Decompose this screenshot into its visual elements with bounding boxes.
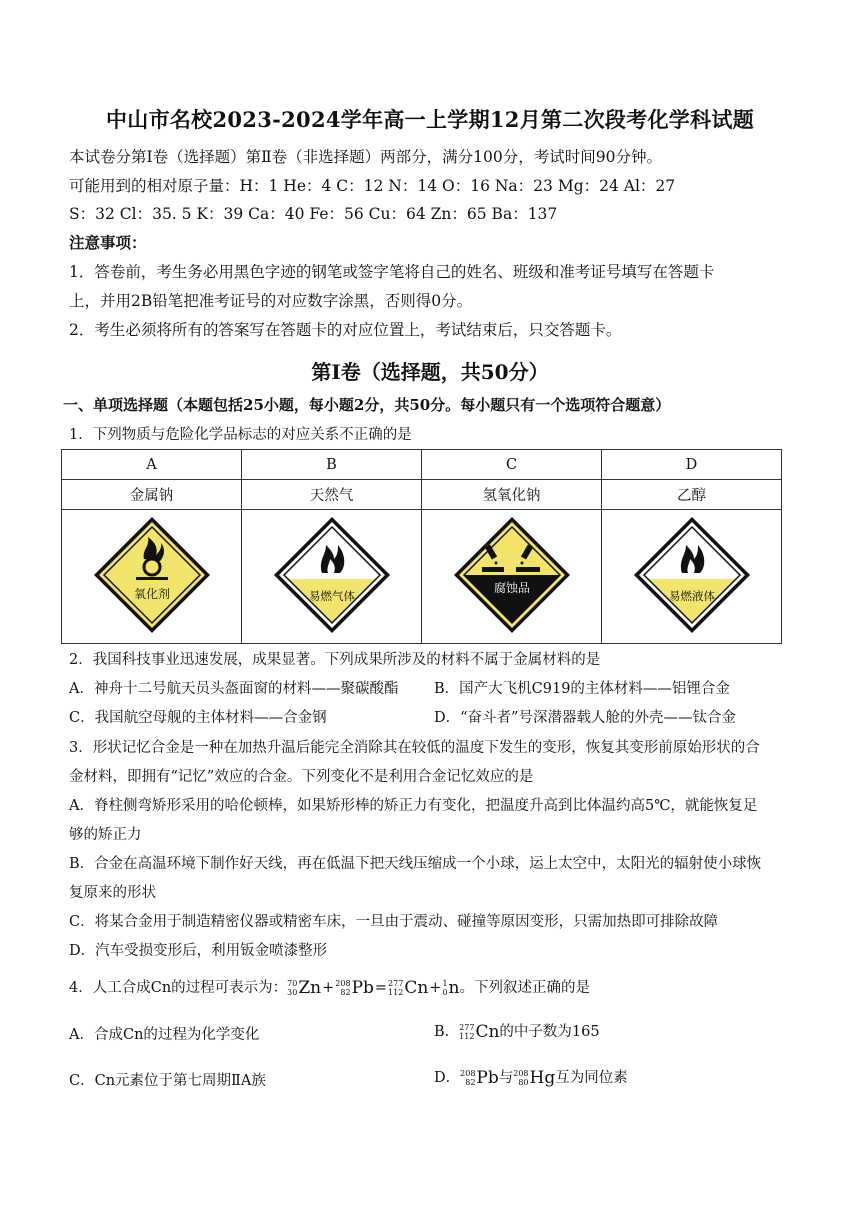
cn-symbol: Cn (404, 978, 429, 998)
pb-z: 82 (340, 988, 351, 997)
q4-option-a: A．合成Cn的过程为化学变化 (69, 1027, 260, 1043)
q1-table (61, 449, 782, 644)
q4-d-hg-symbol: Hg (529, 1068, 556, 1088)
oxidizer-sign-icon (92, 515, 212, 635)
q4-d-nuclide-hg (513, 1068, 555, 1088)
q2-stem: 2．我国科技事业迅速发展，成果显著。下列成果所涉及的材料不属于金属材料的是 (69, 652, 601, 668)
q1-sign-cell-b (242, 510, 422, 644)
q4-option-b (434, 1022, 600, 1042)
q4-b-cn-symbol: Cn (475, 1022, 500, 1042)
part-heading: 一、单项选择题（本题包括25小题，每小题2分，共50分。每小题只有一个选项符合题意） (63, 396, 671, 414)
q4-d-pb-symbol: Pb (476, 1068, 499, 1088)
atomic-masses-line-1: 可能用到的相对原子量：H：1 He：4 C：12 N：14 O：16 Na：23 Mg：24 Al：27 (69, 177, 676, 195)
q4-stem: 4．人工合成Cn的过程可表示为： 70 30 Zn + 208 82 Pb = 277 112 Cn + 1 0 n 。下列叙述正确的是 (69, 978, 590, 998)
q4-b-cn-z: 112 (459, 1032, 475, 1041)
q4-d-hg-z: 80 (518, 1078, 529, 1087)
q4-option-c: C．Cn元素位于第七周期ⅡA族 (69, 1073, 266, 1089)
q3-stem-1: 3．形状记忆合金是一种在加热升温后能完全消除其在较低的温度下发生的变形，恢复其变形前原始形状的合 (69, 740, 760, 756)
zn-symbol: Zn (298, 978, 322, 998)
q1-substance-c: 氢氧化钠 (422, 480, 602, 510)
sign-label-c: 腐蚀品 (493, 580, 530, 595)
q2-option-b: B．国产大飞机C919的主体材料——铝锂合金 (434, 681, 730, 697)
q3-option-a-2: 够的矫正力 (69, 827, 142, 843)
zn-mass: 70 (287, 979, 298, 988)
notice-heading: 注意事项： (69, 233, 147, 252)
q1-substance-b: 天然气 (242, 480, 422, 510)
notice-item-1a: 1．答卷前，考生务必用黑色字迹的钢笔或签字笔将自己的姓名、班级和准考证号填写在答题卡 (69, 263, 715, 281)
q4-d-pb-mass: 208 (460, 1069, 476, 1078)
sign-label-d: 易燃液体 (668, 588, 715, 603)
page-title: 中山市名校2023-2024学年高一上学期12月第二次段考化学科试题 (105, 107, 755, 132)
flammable-liquid-sign-icon (632, 515, 752, 635)
q4-stem-prefix: 4．人工合成Cn的过程可表示为： (69, 980, 288, 996)
q4-option-d (434, 1068, 628, 1088)
q4-b-cn-mass: 277 (459, 1023, 475, 1032)
cn-z: 112 (388, 988, 404, 997)
q3-option-b-1: B．合金在高温环境下制作好天线，再在低温下把天线压缩成一个小球，运上太空中，太阳光的辐射使小球恢 (69, 856, 762, 872)
pb-symbol: Pb (351, 978, 374, 998)
atomic-masses-line-2: S：32 Cl：35. 5 K：39 Ca：40 Fe：56 Cu：64 Zn：65 Ba：137 (69, 205, 558, 223)
q1-letter-a: A (62, 450, 242, 480)
intro-text: 本试卷分第Ⅰ卷（选择题）第Ⅱ卷（非选择题）两部分，满分100分，考试时间90分钟。 (69, 148, 662, 166)
q1-substance-d: 乙醇 (602, 480, 782, 510)
q1-sign-cell-c (422, 510, 602, 644)
q4-option-b-prefix: B． (434, 1024, 460, 1040)
q1-letter-b: B (242, 450, 422, 480)
q1-substance-a: 金属钠 (62, 480, 242, 510)
q3-stem-2: 金材料，即拥有“记忆”效应的合金。下列变化不是利用合金记忆效应的是 (69, 769, 534, 785)
pb-mass: 208 (335, 979, 351, 988)
section-title: 第Ⅰ卷（选择题，共50分） (311, 360, 549, 384)
q3-option-c: C．将某合金用于制造精密仪器或精密车床，一旦由于震动、碰撞等原因变形，只需加热即可排除故障 (69, 914, 719, 930)
q4-option-b-suffix: 的中子数为165 (499, 1024, 600, 1040)
nuclide-pb (335, 978, 374, 998)
sign-label-b: 易燃气体 (308, 588, 355, 603)
q3-option-d: D．汽车受损变形后，利用钣金喷漆整形 (69, 943, 328, 959)
n-z: 0 (442, 988, 448, 997)
flammable-gas-sign-icon (272, 515, 392, 635)
q4-stem-suffix: 。下列叙述正确的是 (459, 980, 590, 996)
q3-option-b-2: 复原来的形状 (69, 885, 156, 901)
n-mass: 1 (442, 979, 448, 988)
nuclide-n (442, 978, 459, 998)
notice-item-2: 2．考生必须将所有的答案写在答题卡的对应位置上，考试结束后，只交答题卡。 (69, 321, 622, 339)
q4-d-nuclide-pb (460, 1068, 499, 1088)
q4-option-d-prefix: D． (434, 1070, 461, 1086)
q4-option-d-mid: 与 (498, 1070, 514, 1086)
q1-letter-d: D (602, 450, 782, 480)
nuclide-zn (287, 978, 321, 998)
q1-stem: 1．下列物质与危险化学品标志的对应关系不正确的是 (69, 427, 412, 443)
q2-option-a: A．神舟十二号航天员头盔面窗的材料——聚碳酸酯 (69, 681, 399, 697)
q4-d-pb-z: 82 (465, 1078, 476, 1087)
q2-option-c: C．我国航空母舰的主体材料——合金钢 (69, 710, 327, 726)
zn-z: 30 (287, 988, 298, 997)
sign-label-a: 氧化剂 (133, 586, 170, 601)
nuclide-cn (388, 978, 428, 998)
q2-option-d: D．“奋斗者”号深潜器载人舱的外壳——钛合金 (434, 710, 736, 726)
q1-sign-cell-a (62, 510, 242, 644)
n-symbol: n (448, 978, 460, 998)
q1-letter-c: C (422, 450, 602, 480)
corrosive-sign-icon (452, 515, 572, 635)
cn-mass: 277 (388, 979, 404, 988)
q1-sign-cell-d (602, 510, 782, 644)
q4-b-nuclide-cn (459, 1022, 499, 1042)
notice-item-1b: 上，并用2B铅笔把准考证号的对应数字涂黑，否则得0分。 (69, 292, 473, 310)
q4-d-hg-mass: 208 (513, 1069, 529, 1078)
q4-option-d-suffix: 互为同位素 (555, 1070, 628, 1086)
q3-option-a-1: A．脊柱侧弯矫形采用的哈伦顿棒，如果矫形棒的矫正力有变化，把温度升高到比体温约高5℃，就能恢复足 (69, 798, 758, 814)
